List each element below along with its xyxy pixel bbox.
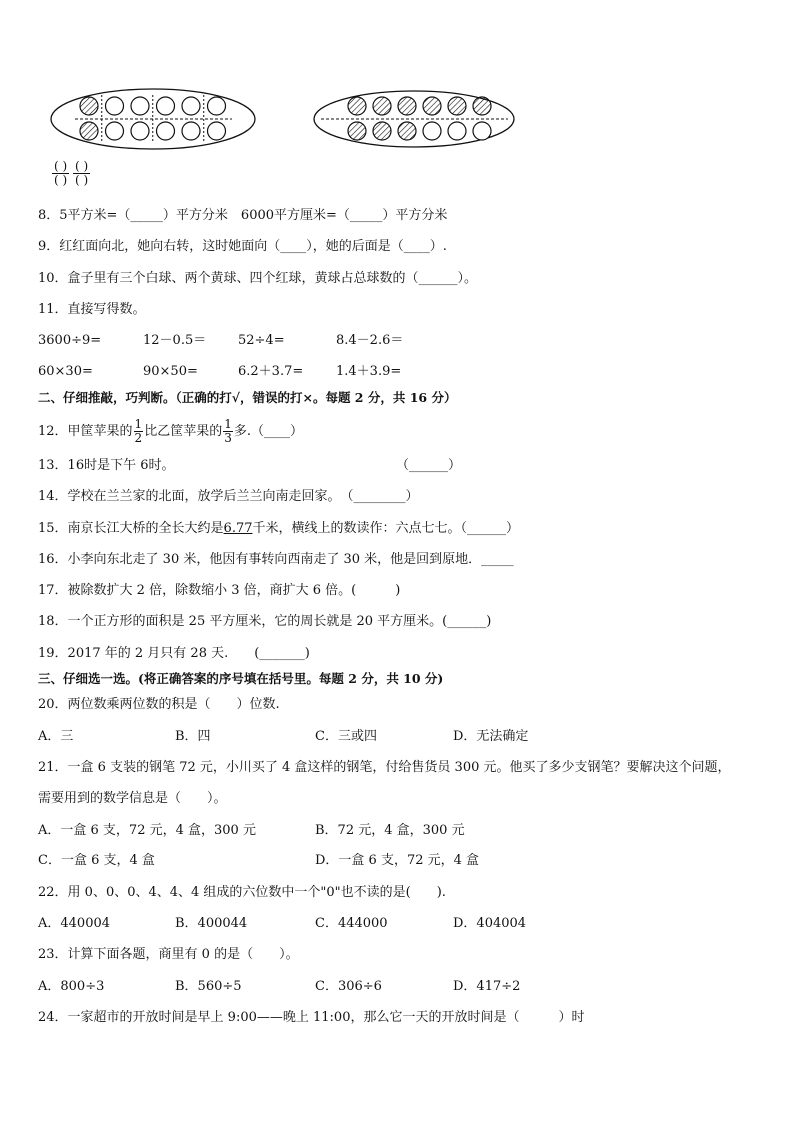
question-13-blank: （______） [396, 458, 462, 473]
question-19: 19．2017 年的 2 月只有 28 天. (_______) [38, 646, 310, 661]
q11-item: 60×30= [38, 364, 93, 379]
question-16: 16．小李向东北走了 30 米，他因有事转向西南走了 30 米，他是回到原地．_____ [38, 552, 514, 567]
question-14: 14．学校在兰兰家的北面，放学后兰兰向南走回家。 （________） [38, 489, 419, 504]
q11-item: 6.2＋3.7= [238, 364, 304, 379]
shaded-circle [348, 122, 366, 140]
empty-circle [473, 122, 491, 140]
shaded-circle [398, 122, 416, 140]
option-b: B．四 [175, 729, 211, 744]
empty-circle [157, 122, 175, 140]
option-d: D．417÷2 [453, 979, 521, 994]
question-8: 8．5平方米=（_____）平方分米 6000平方厘米=（_____）平方分米 [38, 208, 448, 223]
q11-item: 90×50= [143, 364, 198, 379]
shaded-circle [423, 97, 441, 115]
option-b: B．560÷5 [175, 979, 242, 994]
shaded-circle [373, 122, 391, 140]
empty-circle [208, 122, 226, 140]
empty-circle [182, 97, 200, 115]
question-22: 22．用 0、0、0、4、4、4 组成的六位数中一个"0"也不读的是( ). [38, 885, 446, 900]
circle-figure [0, 0, 794, 200]
question-12: 12．甲筐苹果的 $\frac{1}{2}$ 比乙筐苹果的 $\frac{1}{3}$ 多.（____） [38, 417, 303, 445]
option-d: D．404004 [453, 916, 527, 931]
empty-circle [157, 97, 175, 115]
option-b: B．72 元，4 盒，300 元 [315, 823, 465, 838]
shaded-circle [398, 97, 416, 115]
option-c: C．306÷6 [315, 979, 382, 994]
empty-circle [448, 122, 466, 140]
fraction-blank-2: ( ) ( ) [75, 159, 89, 187]
question-24: 24．一家超市的开放时间是早上 9:00——晚上 11:00，那么它一天的开放时间是（ ）时 [38, 1010, 585, 1025]
option-d: D．一盒 6 支，72 元，4 盒 [315, 853, 480, 868]
option-a: A．440004 [38, 916, 111, 931]
q11-item: 3600÷9= [38, 333, 102, 348]
option-d: D．无法确定 [453, 729, 529, 744]
shaded-circle [348, 97, 366, 115]
shaded-circle [80, 97, 98, 115]
q11-item: 1.4＋3.9= [336, 364, 402, 379]
question-15: 15．南京长江大桥的全长大约是6.77千米，横线上的数读作：六点七七。（______） [38, 521, 520, 536]
q11-item: 12－0.5＝ [143, 333, 207, 348]
shaded-circle [473, 97, 491, 115]
option-c: C．三或四 [315, 729, 377, 744]
question-9: 9．红红面向北，她向右转，这时她面向（____），她的后面是（____）. [38, 239, 447, 254]
section-3-heading: 三、仔细选一选。(将正确答案的序号填在括号里。每题 2 分，共 10 分) [38, 671, 444, 686]
q11-item: 52÷4= [238, 333, 285, 348]
question-18: 18．一个正方形的面积是 25 平方厘米，它的周长就是 20 平方厘米。(______) [38, 614, 492, 629]
question-21-line-1: 21．一盒 6 支装的钢笔 72 元，小川买了 4 盒这样的钢笔，付给售货员 300 元。他买了多少支钢笔？要解决这个问题， [38, 760, 731, 775]
empty-circle [423, 122, 441, 140]
empty-circle [131, 97, 149, 115]
q11-item: 8.4－2.6＝ [336, 333, 404, 348]
shaded-circle [373, 97, 391, 115]
option-c: C．444000 [315, 916, 388, 931]
option-b: B．400044 [175, 916, 248, 931]
option-a: A．三 [38, 729, 74, 744]
question-10: 10．盒子里有三个白球、两个黄球、四个红球，黄球占总球数的（______）。 [38, 271, 478, 286]
option-a: A．一盒 6 支，72 元，4 盒，300 元 [38, 823, 256, 838]
shaded-circle [448, 97, 466, 115]
section-2-heading: 二、仔细推敲，巧判断。（正确的打√，错误的打×。每题 2 分，共 16 分） [38, 390, 457, 405]
option-a: A．800÷3 [38, 979, 105, 994]
question-13: 13．16时是下午 6时。 [38, 458, 175, 473]
empty-circle [131, 122, 149, 140]
question-17: 17．被除数扩大 2 倍，除数缩小 3 倍，商扩大 6 倍。( ) [38, 583, 401, 598]
fraction-one-third: $\frac{1}{3}$ [224, 417, 232, 445]
question-23: 23．计算下面各题，商里有 0 的是（ ）。 [38, 947, 299, 962]
shaded-circle [80, 122, 98, 140]
empty-circle [106, 97, 124, 115]
option-c: C．一盒 6 支，4 盒 [38, 853, 155, 868]
fraction-blank-1: ( ) ( ) [54, 159, 68, 187]
question-20: 20．两位数乘两位数的积是（ ）位数. [38, 697, 280, 712]
empty-circle [106, 122, 124, 140]
empty-circle [208, 97, 226, 115]
fraction-one-half: $\frac{1}{2}$ [134, 417, 143, 445]
empty-circle [182, 122, 200, 140]
question-21-line-2: 需要用到的数学信息是（ ）。 [38, 791, 227, 806]
question-11: 11．直接写得数。 [38, 302, 146, 317]
